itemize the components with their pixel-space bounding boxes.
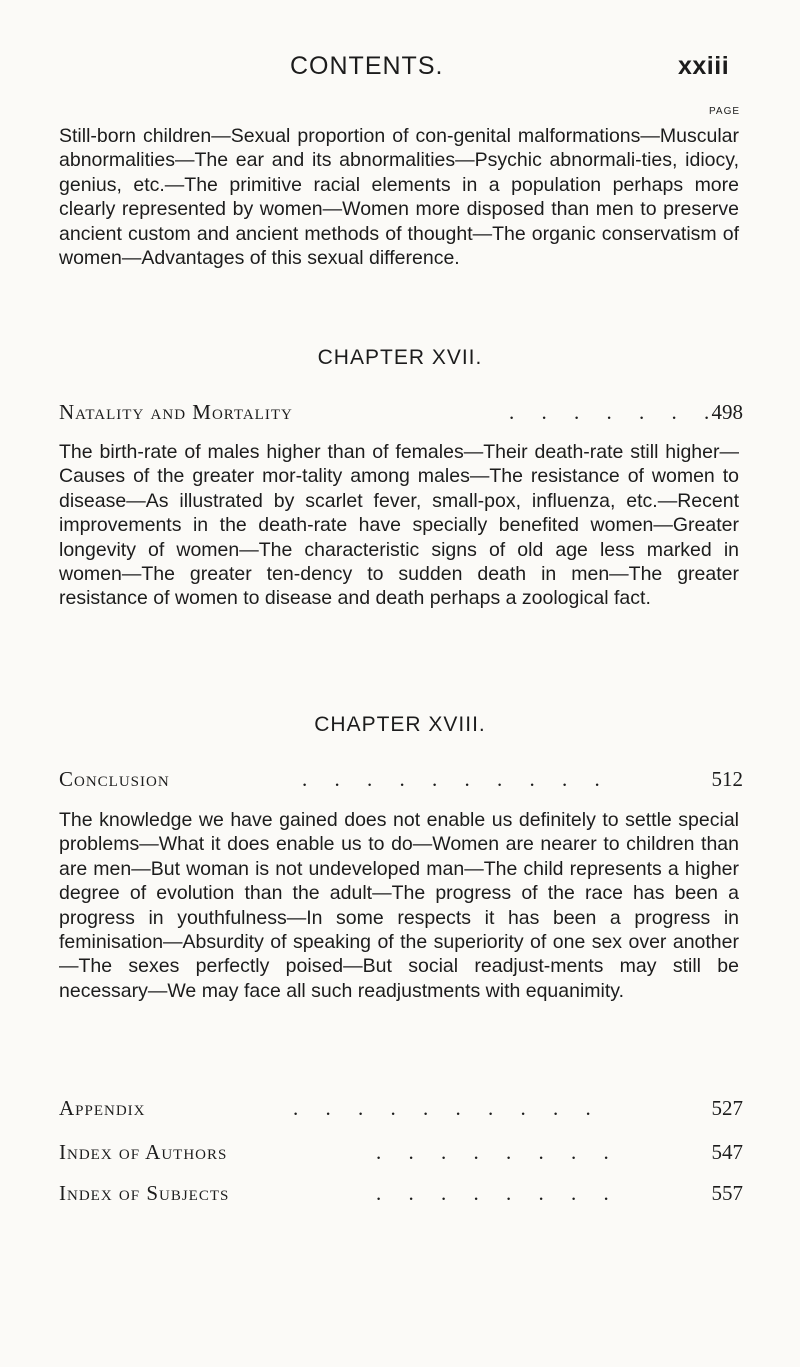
toc-entry-title: Index of Authors (59, 1140, 228, 1164)
chapter-summary-17: The birth-rate of males higher than of females—Their death-rate still higher—Causes of the greater mor-tality among males—The resistance of women to disease—As illustrated by scarlet fever, small-pox, influenza, etc.—Recent improvements in the death-rate have specially benefited women—Greater longevity of women—The characteristic signs of old age less marked in women—The greater ten-dency to sudden death in men—The greater resistance of women to disease and death perhaps a zoological fact. (59, 441, 739, 610)
toc-entry-page: 498 (711, 400, 743, 424)
page-numeral: xxiii (678, 52, 730, 80)
toc-entry-index-of-subjects[interactable] (59, 1181, 743, 1209)
running-header-title: CONTENTS. (290, 52, 444, 80)
toc-entry-title: Conclusion (59, 767, 170, 791)
leader-dots: . . . . . . . . (376, 1140, 620, 1164)
toc-entry-appendix[interactable] (59, 1096, 743, 1124)
toc-entry-title: Index of Subjects (59, 1181, 230, 1205)
toc-entry-title: Natality and Mortality (59, 400, 293, 424)
toc-entry-title: Appendix (59, 1096, 146, 1120)
chapter-heading-17: CHAPTER XVII. (317, 346, 483, 369)
chapter-heading-18: CHAPTER XVIII. (314, 713, 486, 736)
toc-entry-page: 547 (711, 1140, 743, 1164)
leader-dots: . . . . . . . (509, 400, 721, 424)
continued-chapter-summary: Still-born children—Sexual proportion of con-genital malformations—Muscular abnormalities—The ear and its abnormalities—Psychic abnormali-ties, idiocy, genius, etc.—The primitive racial elements in a population perhaps more clearly represented by women—Women more disposed than men to preserve ancient custom and ancient methods of thought—The organic conservatism of women—Advantages of this sexual difference. (59, 125, 739, 270)
toc-entry-page: 512 (711, 767, 743, 791)
toc-entry-conclusion[interactable] (59, 767, 743, 795)
leader-dots: . . . . . . . . . . (293, 1096, 602, 1120)
toc-entry-page: 557 (711, 1181, 743, 1205)
page-column-label: PAGE (709, 106, 741, 117)
toc-entry-page: 527 (711, 1096, 743, 1120)
leader-dots: . . . . . . . . . . (302, 767, 611, 791)
toc-entry-natality-and-mortality[interactable] (59, 400, 743, 428)
leader-dots: . . . . . . . . (376, 1181, 620, 1205)
chapter-summary-18: The knowledge we have gained does not enable us definitely to settle special problems—What it does enable us to do—Women are nearer to children than are men—But woman is not undeveloped man—The child represents a higher degree of evolution than the adult—The progress of the race has been a progress in youthfulness—In some respects it has been a progress in feminisation—Absurdity of speaking of the superiority of one sex over another —The sexes perfectly poised—But social readjust-ments may still be necessary—We may face all such readjustments with equanimity. (59, 809, 739, 1002)
toc-entry-index-of-authors[interactable] (59, 1140, 743, 1168)
